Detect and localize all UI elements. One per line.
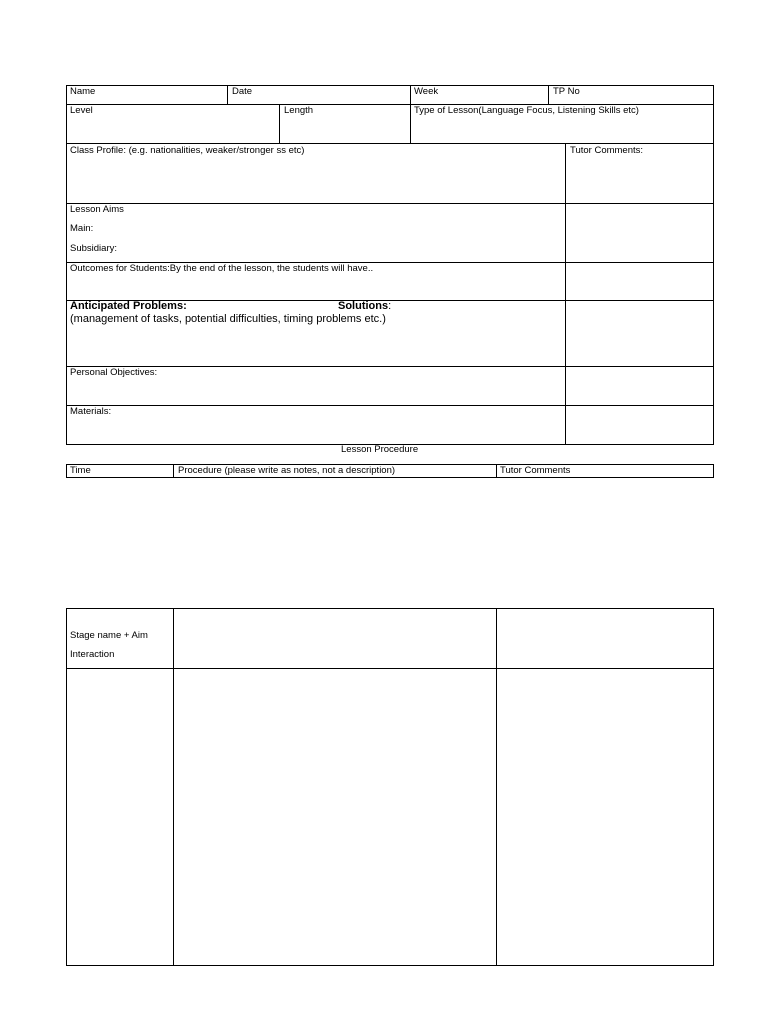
interaction-label: Interaction — [70, 649, 115, 660]
lesson-procedure-title: Lesson Procedure — [341, 444, 419, 455]
length-label: Length — [284, 105, 314, 116]
anticipated-problems-label: Anticipated Problems: — [70, 300, 187, 312]
subsidiary-aim-label: Subsidiary: — [70, 243, 117, 254]
col-divider — [496, 464, 497, 478]
row-divider — [66, 668, 714, 669]
materials-label: Materials: — [70, 406, 112, 417]
row-divider — [66, 203, 714, 204]
tutor-comments-label: Tutor Comments: — [570, 145, 644, 156]
date-label: Date — [232, 86, 253, 97]
col-divider — [173, 608, 174, 966]
col-divider — [279, 104, 280, 144]
row-divider — [66, 366, 714, 367]
name-label: Name — [70, 86, 96, 97]
time-column-header: Time — [70, 465, 91, 476]
level-label: Level — [70, 105, 93, 116]
tp-no-label: TP No — [553, 86, 580, 97]
stage-table — [66, 608, 714, 966]
col-divider — [227, 85, 228, 105]
solutions-colon: : — [388, 300, 392, 312]
col-divider — [173, 464, 174, 478]
tutor-comments-column-header: Tutor Comments — [500, 465, 571, 476]
solutions-label — [338, 300, 391, 313]
row-divider — [66, 143, 714, 144]
personal-objectives-label: Personal Objectives: — [70, 367, 158, 378]
col-divider — [496, 608, 497, 966]
stage-name-label: Stage name + Aim — [70, 630, 148, 641]
row-divider — [66, 405, 714, 406]
lesson-aims-label: Lesson Aims — [70, 204, 124, 215]
outcomes-label: Outcomes for Students:By the end of the lesson, the students will have.. — [70, 263, 374, 274]
class-profile-label: Class Profile: (e.g. nationalities, weaker/stronger ss etc) — [70, 145, 305, 156]
type-of-lesson-label: Type of Lesson(Language Focus, Listening Skills etc) — [414, 105, 639, 116]
col-divider — [548, 85, 549, 105]
week-label: Week — [414, 86, 439, 97]
problems-note: (management of tasks, potential difficulties, timing problems etc.) — [70, 313, 386, 325]
solutions-text: Solutions — [338, 300, 389, 312]
main-aim-label: Main: — [70, 223, 94, 234]
col-divider — [565, 143, 566, 445]
col-divider — [410, 85, 411, 144]
procedure-column-header: Procedure (please write as notes, not a description) — [178, 465, 396, 476]
